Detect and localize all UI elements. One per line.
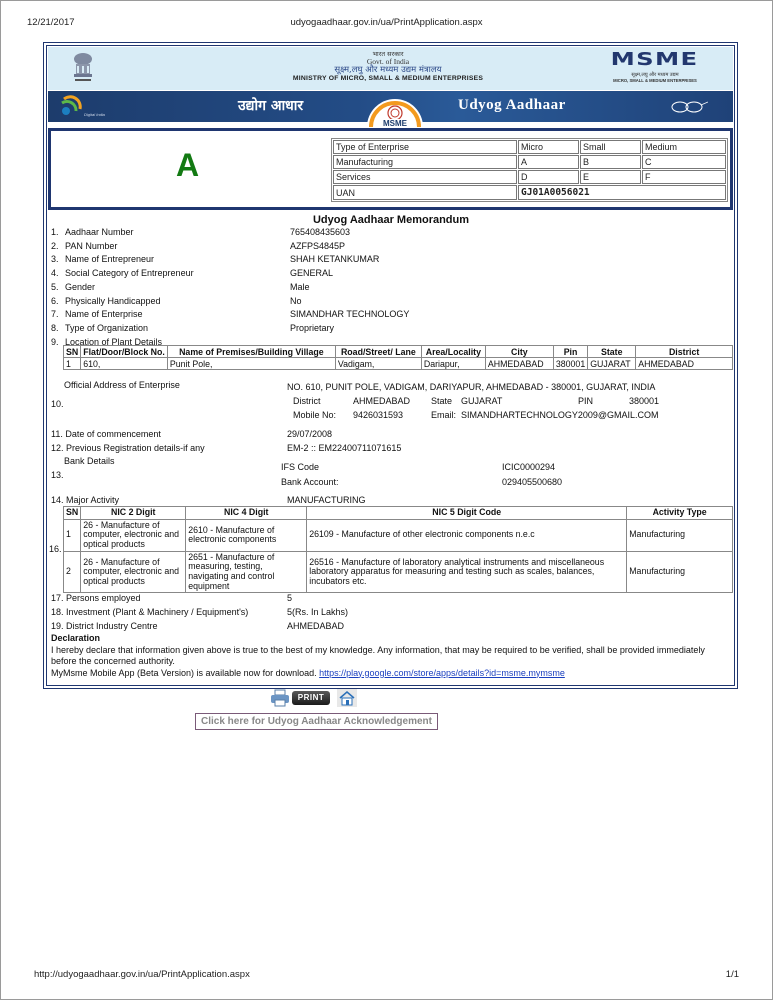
udyog-aadhaar-msme-logo-icon (357, 91, 433, 127)
table-cell: D (518, 170, 579, 184)
table-row (64, 358, 733, 370)
page-count: 1/1 (725, 969, 739, 980)
field-label: PAN Number (65, 240, 118, 251)
table-cell: F (642, 170, 726, 184)
table-cell: A (518, 155, 579, 169)
state-value: GUJARAT (461, 396, 503, 406)
field-label: Name of Enterprise (65, 309, 143, 320)
field-number: 6. (51, 295, 59, 306)
enterprise-type-box (48, 128, 733, 210)
msme-logo (580, 51, 730, 83)
column-header: NIC 4 Digit (186, 507, 307, 520)
table-header-row (64, 507, 733, 520)
field-number: 4. (51, 268, 59, 279)
bank-account-value: 029405500680 (502, 477, 563, 487)
field-label: Name of Entrepreneur (65, 254, 155, 265)
table-cell: 2610 - Manufacture of electronic components (186, 519, 307, 551)
table-cell: E (580, 170, 641, 184)
table-cell: C (642, 155, 726, 169)
ifs-code-label: IFS Code (281, 462, 320, 472)
field-number: 10. (51, 399, 64, 409)
column-header: City (485, 346, 553, 358)
field-row (51, 268, 731, 281)
official-address-value: NO. 610, PUNIT POLE, VADIGAM, DARIYAPUR, AHMEDABAD - 380001, GUJARAT, INDIA (287, 382, 656, 392)
print-url: udyogaadhaar.gov.in/ua/PrintApplication.aspx (290, 17, 483, 28)
udyog-aadhaar-hindi: उद्योग आधार (238, 98, 304, 114)
major-activity-value: MANUFACTURING (287, 495, 366, 505)
pin-label: PIN (578, 396, 594, 406)
print-actions (270, 689, 370, 709)
table-cell: 26516 - Manufacture of laboratory analytical instruments and miscellaneous laboratory apparatus for measuring and testing such as scales, balances, incubators etc. (307, 551, 627, 593)
field-row (51, 323, 731, 336)
acknowledgement-button[interactable]: Click here for Udyog Aadhaar Acknowledgement (195, 713, 438, 730)
field-row (51, 282, 731, 295)
column-header: Flat/Door/Block No. (81, 346, 168, 358)
column-header: Name of Premises/Building Village (167, 346, 335, 358)
national-emblem-icon (70, 52, 96, 84)
field-row (51, 296, 731, 309)
field-label: Location of Plant Details (65, 336, 163, 347)
field-row (51, 241, 731, 254)
ministry-hindi: सूक्ष्म,लघु और मध्यम उद्यम मंत्रालय (334, 64, 442, 75)
district-value: AHMEDABAD (353, 396, 411, 406)
table-cell: 380001 (553, 358, 587, 370)
field-number: 1. (51, 227, 59, 237)
email-value: SIMANDHARTECHNOLOGY2009@GMAIL.COM (461, 410, 659, 420)
field-row (51, 227, 731, 240)
email-label: Email: (431, 410, 457, 420)
table-cell: 610, (81, 358, 168, 370)
msme-logo-mark: MSME (611, 49, 699, 70)
table-row (333, 170, 726, 184)
column-header: SN (64, 507, 81, 520)
column-header: SN (64, 346, 81, 358)
table-row (333, 185, 726, 200)
field-number: 3. (51, 254, 59, 265)
printer-icon[interactable] (270, 689, 290, 707)
table-row (333, 140, 726, 154)
field-value: 765408435603 (290, 227, 351, 237)
gov-english: Govt. of India (366, 56, 410, 66)
declaration-text: I hereby declare that information given above is true to the best of my knowledge. Any information, that may be required to be verified, shall be provided immediately before the concerned authority. (51, 644, 705, 667)
table-cell: AHMEDABAD (485, 358, 553, 370)
field-label: Physically Handicapped (65, 295, 161, 306)
field-value: SHAH KETANKUMAR (290, 254, 380, 265)
column-header: Area/Locality (421, 346, 485, 358)
enterprise-type-table (331, 138, 728, 202)
field-label: Aadhaar Number (65, 227, 134, 237)
investment-value: 5(Rs. In Lakhs) (287, 607, 349, 617)
table-cell: Vadigam, (335, 358, 421, 370)
dic-label: 19. District Industry Centre (51, 621, 158, 631)
table-row (64, 551, 733, 593)
declaration-title: Declaration (51, 633, 101, 643)
major-activity-label: 14. Major Activity (51, 495, 120, 505)
table-row (64, 519, 733, 551)
dic-value: AHMEDABAD (287, 621, 345, 631)
gov-hindi: भारत सरकार (372, 50, 404, 58)
print-button[interactable]: PRINT (292, 691, 330, 705)
date-commencement-value: 29/07/2008 (287, 429, 333, 439)
official-address-label: Official Address of Enterprise (64, 380, 180, 390)
field-number: 7. (51, 309, 59, 320)
field-number: 13. (51, 470, 64, 480)
table-cell: Manufacturing (627, 519, 733, 551)
table-header-row (64, 346, 733, 358)
uan-value: GJ01A0056021 (518, 185, 726, 200)
bank-details-label: Bank Details (64, 456, 115, 466)
column-header: District (636, 346, 733, 358)
column-header: State (588, 346, 636, 358)
field-number: 2. (51, 240, 59, 251)
column-header: NIC 5 Digit Code (307, 507, 627, 520)
column-header: Pin (553, 346, 587, 358)
table-cell: 2 (64, 551, 81, 593)
table-cell: 1 (64, 358, 81, 370)
previous-registration-value: EM-2 :: EM22400711071615 (287, 443, 402, 453)
persons-employed-label: 17. Persons employed (51, 593, 141, 603)
field-value: SIMANDHAR TECHNOLOGY (290, 309, 410, 320)
field-number: 16. (49, 544, 62, 554)
declaration-section (51, 633, 731, 679)
bank-account-label: Bank Account: (281, 477, 339, 487)
svg-text:MSME: MSME (383, 119, 407, 127)
udyog-aadhaar-banner (48, 91, 733, 127)
table-cell: Type of Enterprise (333, 140, 517, 154)
msme-logo-hindi: सूक्ष्म,लघु और मध्यम उद्यम (631, 72, 679, 78)
table-cell: 1 (64, 519, 81, 551)
table-cell: 2651 - Manufacture of measuring, testing, navigating and control equipment (186, 551, 307, 593)
table-cell: Dariapur, (421, 358, 485, 370)
field-label: Social Category of Entrepreneur (65, 268, 194, 279)
column-header: Activity Type (627, 507, 733, 520)
digital-india-logo-icon (58, 95, 118, 119)
svg-text:Digital India: Digital India (84, 112, 105, 117)
field-row (51, 254, 731, 267)
field-value: No (290, 295, 302, 306)
table-cell: 26 - Manufacture of computer, electronic and optical products (81, 519, 186, 551)
field-number: 8. (51, 322, 59, 333)
msme-logo-english: MICRO, SMALL & MEDIUM ENTERPRISES (613, 78, 697, 83)
date-commencement-label: 11. Date of commencement (51, 429, 161, 439)
ministry-banner (48, 47, 733, 90)
mobile-label: Mobile No: (293, 410, 337, 420)
field-row (51, 309, 731, 322)
table-cell: Punit Pole, (167, 358, 335, 370)
mobile-app-link[interactable]: https://play.google.com/store/apps/details?id=msme.mymsme (319, 667, 565, 678)
field-number: 9. (51, 336, 59, 347)
field-label: Gender (65, 281, 96, 292)
table-cell: Micro (518, 140, 579, 154)
mobile-app-notice (51, 668, 731, 680)
field-value: GENERAL (290, 268, 334, 279)
persons-employed-value: 5 (287, 593, 293, 603)
udyog-aadhaar-english: Udyog Aadhaar (458, 97, 566, 113)
table-cell: 26 - Manufacture of computer, electronic and optical products (81, 551, 186, 593)
footer-url: http://udyogaadhaar.gov.in/ua/PrintApplication.aspx (34, 969, 250, 980)
table-cell: Manufacturing (627, 551, 733, 593)
investment-label: 18. Investment (Plant & Machinery / Equipment's) (51, 607, 249, 617)
pin-value: 380001 (629, 396, 660, 406)
field-value: Male (290, 281, 310, 292)
table-cell: AHMEDABAD (636, 358, 733, 370)
swachh-bharat-logo-icon (668, 99, 708, 115)
ministry-english: MINISTRY OF MICRO, SMALL & MEDIUM ENTERPRISES (292, 74, 484, 82)
district-label: District (293, 396, 321, 406)
ifs-code-value: ICIC0000294 (502, 462, 556, 472)
table-cell: GUJARAT (588, 358, 636, 370)
mobile-value: 9426031593 (353, 410, 404, 420)
field-value: Proprietary (290, 322, 335, 333)
ministry-heading (218, 51, 558, 82)
mobile-app-text: MyMsme Mobile App (Beta Version) is available now for download. (51, 667, 320, 678)
table-row (333, 155, 726, 169)
table-cell: Small (580, 140, 641, 154)
previous-registration-label: 12. Previous Registration details-if any (51, 443, 205, 453)
memorandum-frame (43, 42, 738, 689)
state-label: State (431, 396, 453, 406)
table-cell: Medium (642, 140, 726, 154)
table-cell: Services (333, 170, 517, 184)
print-date: 12/21/2017 (27, 17, 75, 28)
home-icon[interactable] (337, 689, 357, 707)
memorandum-title: Udyog Aadhaar Memorandum (312, 214, 470, 226)
enterprise-category-letter: A (176, 147, 200, 183)
column-header: Road/Street/ Lane (335, 346, 421, 358)
uan-label: UAN (333, 185, 517, 200)
nic-code-table (63, 506, 733, 593)
field-label: Type of Organization (65, 322, 149, 333)
field-value: AZFPS4845P (290, 240, 346, 251)
field-number: 5. (51, 281, 59, 292)
table-cell: 26109 - Manufacture of other electronic components n.e.c (307, 519, 627, 551)
table-cell: Manufacturing (333, 155, 517, 169)
column-header: NIC 2 Digit (81, 507, 186, 520)
table-cell: B (580, 155, 641, 169)
plant-location-table (63, 345, 733, 370)
